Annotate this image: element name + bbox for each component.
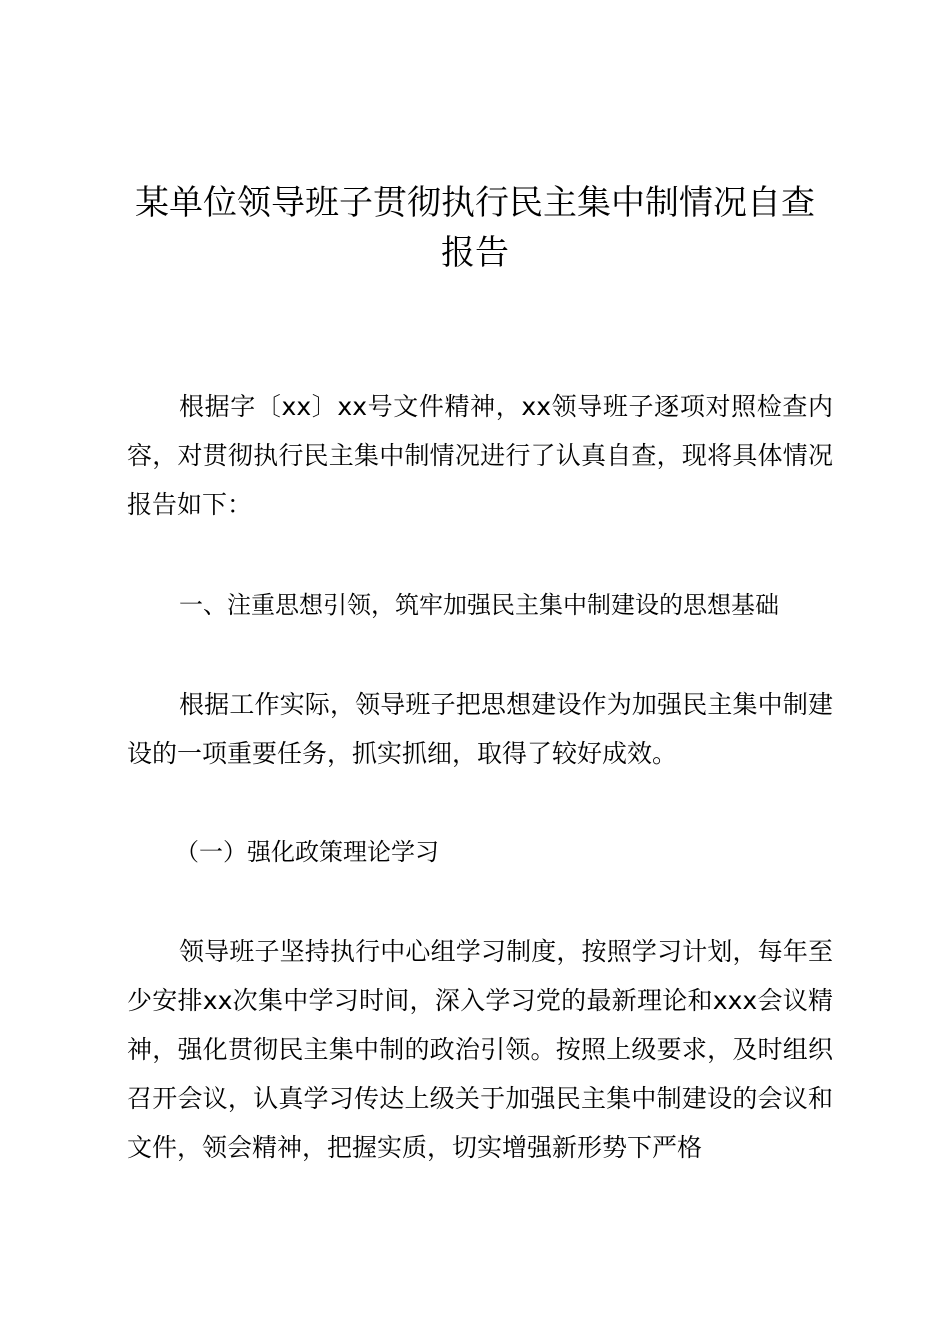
document-title: 某单位领导班子贯彻执行民主集中制情况自查报告 (135, 183, 815, 273)
subsection-1-paragraph: 领导班子坚持执行中心组学习制度，按照学习计划，每年至少安排xx次集中学习时间，深入学习党的最新理论和xxx会议精神，强化贯彻民主集中制的政治引领。按照上级要求，及时组织召开会议，认真学习传达上级关于加强民主集中制建设的会议和文件，领会精神，把握实质，切实增强新形势下严格 (127, 937, 833, 1162)
section-1-heading: 一、注重思想引领，筑牢加强民主集中制建设的思想基础 (179, 591, 779, 619)
section-1-paragraph: 根据工作实际，领导班子把思想建设作为加强民主集中制建设的一项重要任务，抓实抓细，取得了较好成效。 (127, 690, 833, 768)
intro-paragraph: 根据字〔xx〕xx号文件精神，xx领导班子逐项对照检查内容，对贯彻执行民主集中制情况进行了认真自查，现将具体情况报告如下： (127, 392, 833, 519)
subsection-1-heading: （一）强化政策理论学习 (175, 838, 439, 866)
